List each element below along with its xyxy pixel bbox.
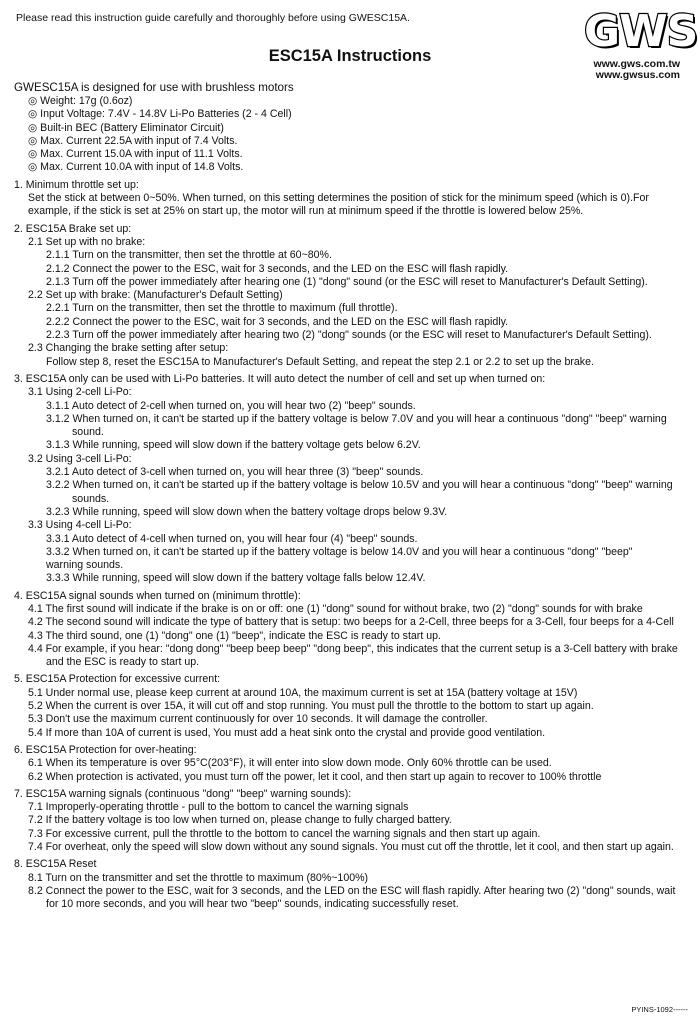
spec-item: ◎ Weight: 17g (0.6oz) bbox=[28, 95, 133, 107]
list-item: 7.3 For excessive current, pull the throttle to the bottom to cancel the warning signals and then start up again. bbox=[28, 827, 541, 840]
website-1: www.gws.com.tw bbox=[593, 58, 680, 70]
step: 3.3.2 When turned on, it can't be started up if the battery voltage is below 14.0V and you will hear a continuous "dong" "beep" bbox=[46, 545, 633, 558]
section-1 bbox=[14, 179, 690, 219]
section-7 bbox=[14, 788, 690, 854]
list-item: 7.1 Improperly-operating throttle - pull to the bottom to cancel the warning signals bbox=[28, 801, 409, 814]
step: 3.3.1 Auto detect of 4-cell when turned on, you will hear four (4) "beep" sounds. bbox=[46, 532, 418, 545]
subsection-title: 2.1 Set up with no brake: bbox=[28, 235, 146, 248]
step: 3.1.1 Auto detect of 2-cell when turned on, you will hear two (2) "beep" sounds. bbox=[46, 399, 416, 412]
spec-item: ◎ Max. Current 10.0A with input of 14.8 Volts. bbox=[28, 161, 244, 174]
spec-item: ◎ Input Voltage: 7.4V - 14.8V Li-Po Batteries (2 - 4 Cell) bbox=[28, 108, 292, 121]
step: 3.2.2 When turned on, it can't be started up if the battery voltage is below 10.5V and you will hear a continuous "dong" "beep" warning sounds. bbox=[46, 479, 673, 505]
section-2 bbox=[14, 223, 690, 369]
step: 3.1.2 When turned on, it can't be started up if the battery voltage is below 7.0V and you will hear a continuous "dong" "beep" warning sound. bbox=[46, 412, 667, 439]
section-title: 4. ESC15A signal sounds when turned on (minimum throttle): bbox=[14, 589, 301, 602]
list-item: 5.3 Don't use the maximum current continuously for over 10 seconds. It will damage the controller. bbox=[28, 713, 488, 726]
section-4 bbox=[14, 590, 690, 670]
instructions-body bbox=[14, 80, 690, 912]
subsection-title: 3.2 Using 3-cell Li-Po: bbox=[28, 452, 132, 465]
step: 2.2.3 Turn off the power immediately after hearing two (2) "dong" sounds (or the ESC will reset to Manufacturer's Default Setting). bbox=[46, 329, 652, 342]
list-item: 5.4 If more than 10A of current is used, You must add a heat sink onto the crystal and provide good ventilation. bbox=[28, 726, 546, 739]
step: Follow step 8, reset the ESC15A to Manufacturer's Default Setting, and repeat the step 2.1 or 2.2 to set up the brake. bbox=[46, 355, 594, 368]
list-item: 6.2 When protection is activated, you must turn off the power, let it cool, and then start up again to recover to 100% throttle bbox=[28, 770, 602, 783]
step: 3.2.1 Auto detect of 3-cell when turned on, you will hear three (3) "beep" sounds. bbox=[46, 466, 424, 479]
section-6 bbox=[14, 744, 690, 784]
subsection-title: 3.1 Using 2-cell Li-Po: bbox=[28, 386, 132, 399]
list-item: 8.2 Connect the power to the ESC, wait for 3 seconds, and the LED on the ESC will flash rapidly. After hearing two (2) "dong" sounds, wait for 10 more seconds, and you will hear two "beep" sounds, indicating successfully reset. bbox=[28, 884, 676, 911]
step: 2.1.1 Turn on the transmitter, then set the throttle at 60~80%. bbox=[46, 249, 332, 262]
page-title: ESC15A Instructions bbox=[268, 47, 432, 65]
step: 2.2.1 Turn on the transmitter, then set the throttle to maximum (full throttle). bbox=[46, 302, 398, 315]
list-item: 8.1 Turn on the transmitter and set the throttle to maximum (80%~100%) bbox=[28, 871, 369, 884]
list-item: 4.2 The second sound will indicate the type of battery that is setup: two beeps for a 2-Cell, three beeps for a 3-Cell, four beeps for a 4-Cell bbox=[28, 616, 674, 629]
step: 3.3.3 While running, speed will slow down if the battery voltage falls below 12.4V. bbox=[46, 572, 426, 585]
step: 3.1.3 While running, speed will slow down if the battery voltage gets below 6.2V. bbox=[46, 439, 421, 452]
document-code: PYINS-1092------ bbox=[631, 1005, 688, 1014]
section-3 bbox=[14, 373, 690, 586]
spec-item: ◎ Max. Current 15.0A with input of 11.1 Volts. bbox=[28, 148, 243, 161]
subsection-title: 2.2 Set up with brake: (Manufacturer's Default Setting) bbox=[28, 289, 283, 302]
step: 2.1.3 Turn off the power immediately after hearing one (1) "dong" sound (or the ESC will reset to Manufacturer's Default Setting). bbox=[46, 275, 648, 288]
list-item: 4.4 For example, if you hear: "dong dong" "beep beep beep" "dong beep", this indicates that the current setup is a 3-Cell battery with brake and the ESC is ready to start up. bbox=[28, 642, 678, 669]
section-title: 1. Minimum throttle set up: bbox=[14, 178, 139, 191]
step: 3.2.3 While running, speed will slow down when the battery voltage drops below 9.3V. bbox=[46, 505, 448, 518]
spec-list bbox=[14, 95, 690, 175]
section-title: 2. ESC15A Brake set up: bbox=[14, 222, 132, 235]
list-item: 4.1 The first sound will indicate if the brake is on or off: one (1) "dong" sound for without brake, two (2) "dong" sounds for with brake bbox=[28, 602, 643, 615]
section-5 bbox=[14, 673, 690, 739]
section-title: 7. ESC15A warning signals (continuous "dong" "beep" warning sounds): bbox=[14, 787, 352, 800]
step-continuation: warning sounds. bbox=[46, 559, 124, 572]
list-item: 5.2 When the current is over 15A, it will cut off and stop running. You must pull the throttle to the bottom to start up again. bbox=[28, 700, 594, 713]
spec-item: ◎ Built-in BEC (Battery Eliminator Circuit) bbox=[28, 121, 224, 134]
step: 2.2.2 Connect the power to the ESC, wait for 3 seconds, and the LED on the ESC will flash rapidly. bbox=[46, 315, 509, 328]
list-item: 4.3 The third sound, one (1) "dong" one (1) "beep", indicate the ESC is ready to start up. bbox=[28, 629, 441, 642]
list-item: 6.1 When its temperature is over 95°C(203°F), it will enter into slow down mode. Only 60% throttle can be used. bbox=[28, 757, 552, 770]
list-item: 7.4 For overheat, only the speed will slow down without any sound signals. You must cut off the throttle, let it cool, and then start up again. bbox=[28, 841, 674, 854]
website-2: www.gwsus.com bbox=[595, 69, 680, 81]
section-title: 3. ESC15A only can be used with Li-Po batteries. It will auto detect the number of cell and set up when turned on: bbox=[14, 372, 546, 385]
step: 2.1.2 Connect the power to the ESC, wait for 3 seconds, and the LED on the ESC will flash rapidly. bbox=[46, 262, 509, 275]
spec-item: ◎ Max. Current 22.5A with input of 7.4 Volts. bbox=[28, 134, 238, 147]
logo-text: GWS bbox=[584, 6, 698, 57]
section-title: 8. ESC15A Reset bbox=[14, 858, 97, 871]
section-title: 5. ESC15A Protection for excessive current: bbox=[14, 673, 221, 686]
list-item: 7.2 If the battery voltage is too low when turned on, please change to fully charged battery. bbox=[28, 814, 452, 827]
section-text: Set the stick at between 0~50%. When turned, on this setting determines the position of stick for the minimum speed (which is 0).For bbox=[28, 192, 649, 205]
section-title: 6. ESC15A Protection for over-heating: bbox=[14, 743, 197, 756]
subsection-title: 3.3 Using 4-cell Li-Po: bbox=[28, 519, 132, 532]
subsection-title: 2.3 Changing the brake setting after setup: bbox=[28, 342, 229, 355]
top-note: Please read this instruction guide carefully and thoroughly before using GWESC15A. bbox=[16, 12, 410, 24]
list-item: 5.1 Under normal use, please keep current at around 10A, the maximum current is set at 15A (battery voltage at 15V) bbox=[28, 686, 578, 699]
intro: GWESC15A is designed for use with brushless motors bbox=[14, 81, 294, 94]
section-text: example, if the stick is set at 25% on start up, the motor will run at minimum speed if the throttle is lowered below 25%. bbox=[28, 205, 584, 218]
section-8 bbox=[14, 858, 690, 911]
